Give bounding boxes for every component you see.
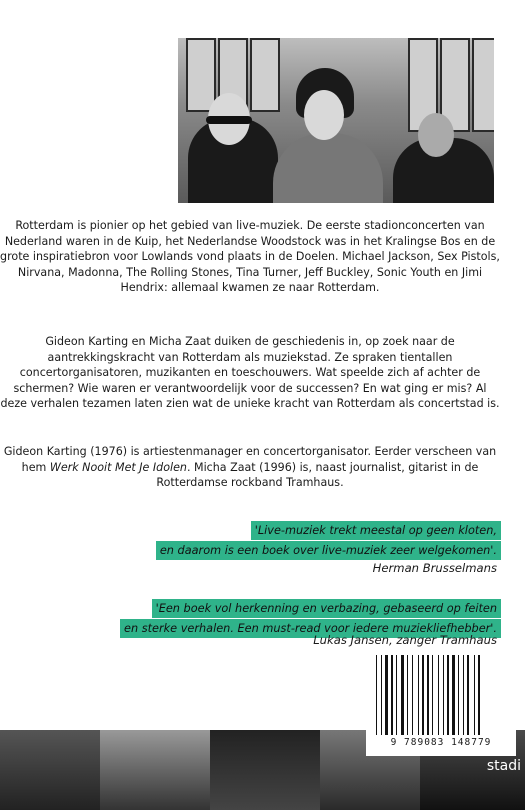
barcode-bar (432, 655, 433, 735)
barcode-bar (376, 655, 377, 735)
barcode-bar (463, 655, 464, 735)
barcode-bar (418, 655, 419, 735)
review-quote-1 (156, 520, 501, 560)
barcode-bar (391, 655, 393, 735)
barcode-bar (401, 655, 404, 735)
blurb-paragraph-2: Gideon Karting en Micha Zaat duiken de geschiedenis in, op zoek naar de aantrekkingskracht van Rotterdam als muziekstad. Ze spraken tientallen concertorganisatoren, muzikanten en toeschouwers. Wat speelde zich af achter de schermen? Wie waren er verantwoordelijk voor de successen? En wat ging er mis? Al deze verhalen tezamen laten zien wat de unieke kracht van Rotterdam als concertstad is. (0, 335, 500, 411)
quote-1-line-1: 'Live-muziek trekt meestal op geen kloten, (251, 521, 501, 540)
barcode-bar (381, 655, 382, 735)
book-title-reference: Werk Nooit Met Je Idolen (49, 460, 187, 474)
barcode-bar (452, 655, 455, 735)
barcode-bar (474, 655, 475, 735)
barcode-bar (447, 655, 449, 735)
isbn-number: 9 789083 148779 (390, 737, 492, 748)
barcode-bar (385, 655, 388, 735)
stadium-sign-text: stadi (486, 758, 521, 774)
barcode-bar (458, 655, 459, 735)
author-bio (0, 444, 500, 491)
quote-1-author: Herman Brusselmans (372, 561, 497, 575)
quote-1-line-2: en daarom is een boek over live-muziek zeer welgekomen'. (156, 541, 501, 560)
quote-2-line-1: 'Een boek vol herkenning en verbazing, gebaseerd op feiten (152, 599, 501, 618)
author-bio-part-2: . Micha Zaat (1996) is, naast journalist, gitarist in de Rotterdamse rockband Tramhaus. (156, 460, 479, 490)
barcode-bar (467, 655, 469, 735)
review-quote-2 (120, 598, 501, 638)
band-portrait-photo (178, 38, 494, 203)
barcode-bar (438, 655, 439, 735)
blurb-paragraph-1: Rotterdam is pionier op het gebied van live-muziek. De eerste stadionconcerten van Nederland waren in de Kuip, het Nederlandse Woodstock was in het Kralingse Bos en de grote inspiratiebron voor Lowlands vond plaats in de Doelen. Michael Jackson, Sex Pistols, Nirvana, Madonna, The Rolling Stones, Tina Turner, Jeff Buckley, Sonic Youth en Jimi Hendrix: allemaal kwamen ze naar Rotterdam. (0, 219, 500, 295)
barcode-bar (427, 655, 429, 735)
barcode-bar (412, 655, 413, 735)
barcode-bars (374, 655, 508, 735)
barcode-bar (443, 655, 444, 735)
isbn-barcode (366, 651, 516, 756)
author-bio-part-1: Gideon Karting (1976) is artiestenmanager en concertorganisator. Eerder verscheen van hem (3, 445, 497, 474)
barcode-bar (396, 655, 397, 735)
barcode-bar (478, 655, 480, 735)
quote-2-line-2: en sterke verhalen. Een must-read voor iedere muziekliefhebber'. (120, 619, 501, 638)
quote-2-author: Lukas Jansen, zanger Tramhaus (313, 633, 497, 647)
barcode-bar (407, 655, 408, 735)
barcode-bar (422, 655, 424, 735)
